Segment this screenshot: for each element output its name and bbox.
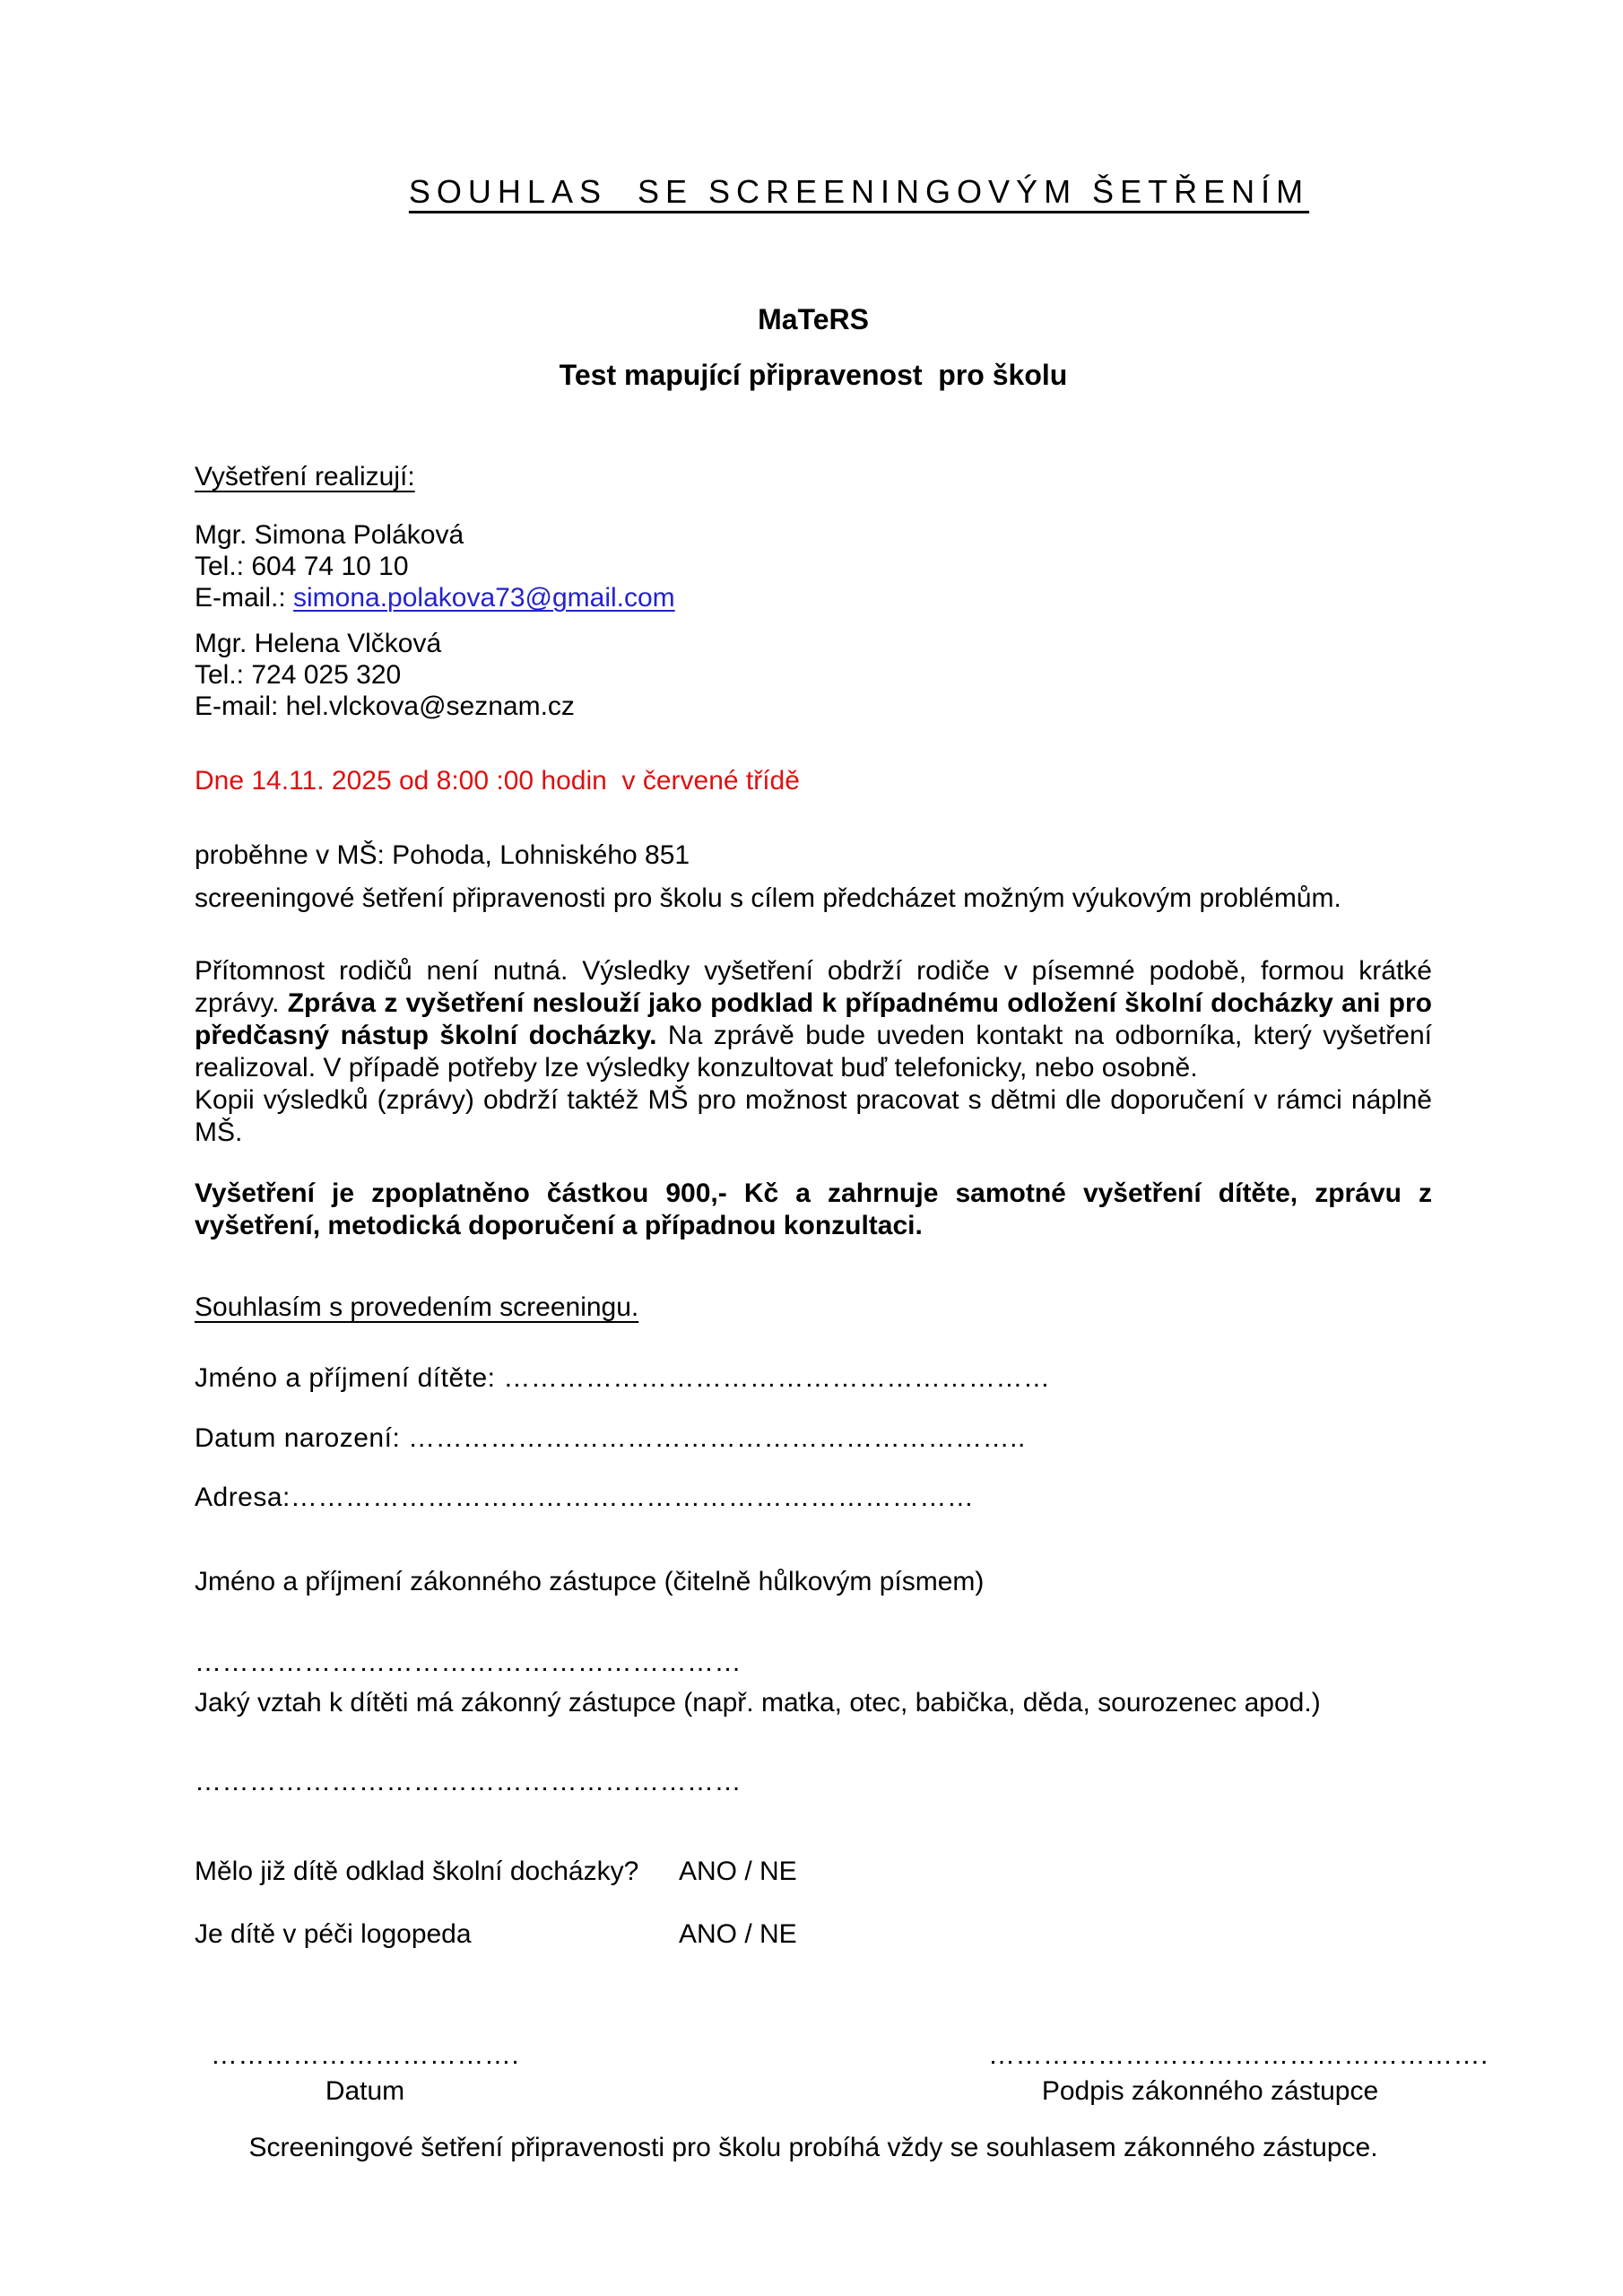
examiner-email-line: E-mail: hel.vlckova@seznam.cz	[195, 691, 575, 721]
subtitle-test-name: Test mapující připravenost pro školu	[559, 359, 1068, 391]
session-purpose: screeningové šetření připravenosti pro školu s cílem předcházet možným výukovým problémům.	[195, 883, 1341, 913]
question-speech-therapist	[195, 1918, 1432, 1950]
field-address	[195, 1482, 1432, 1513]
examiner-name: Mgr. Helena Vlčková	[195, 629, 442, 658]
guardian-relation-heading: Jaký vztah k dítěti má zákonný zástupce (např. matka, otec, babička, děda, sourozenec apod.)	[195, 1688, 1321, 1718]
question-speech-therapist-answer: ANO / NE	[679, 1919, 797, 1949]
examiner-email-line	[195, 582, 1432, 613]
address-label: Adresa:	[195, 1483, 291, 1512]
info-copy-to-school-line: Kopii výsledků (zprávy) obdrží taktéž MŠ pro možnost pracovat s dětmi dle doporučení v rámci náplně MŠ.	[195, 1085, 1432, 1147]
examiner-block-simona	[195, 519, 1432, 613]
child-name-fill-line: ……………………………………………………	[503, 1363, 1051, 1393]
info-paragraph-bold-segment: Zpráva z vyšetření neslouží jako podklad k případnému odložení školní docházky ani pro předčasný nástup školní docházky.	[195, 988, 1432, 1050]
examiners-heading	[195, 461, 1432, 492]
child-name-label: Jméno a příjmení dítěte:	[195, 1363, 504, 1393]
question-school-deferral	[195, 1856, 1432, 1887]
signature-guardian-fill-line: ……………………………………………….	[988, 2040, 1488, 2070]
examiner-block-helena	[195, 628, 1432, 722]
signature-row	[195, 2039, 1488, 2107]
guardian-name-heading: Jméno a příjmení zákonného zástupce (čitelně hůlkovým písmem)	[195, 1567, 985, 1596]
session-location: proběhne v MŠ: Pohoda, Lohniského 851	[195, 840, 690, 870]
guardian-relation-fill-line: ……………………………………………………	[195, 1767, 742, 1796]
field-birth-date	[195, 1422, 1432, 1454]
page-title-text: SOUHLAS SE SCREENINGOVÝM ŠETŘENÍM	[408, 173, 1310, 210]
email-link[interactable]: simona.polakova73@gmail.com	[293, 583, 675, 613]
subtitle-maters: MaTeRS	[758, 303, 869, 335]
examiner-name: Mgr. Simona Poláková	[195, 520, 464, 550]
info-paragraph-part1: Přítomnost rodičů není nutná. Výsledky vyšetření obdrží rodiče v písemné podobě, formou krátké zprávy.	[195, 956, 1432, 1018]
email-label: E-mail.:	[195, 583, 294, 613]
signature-date-label: Datum	[325, 2076, 405, 2106]
fee-paragraph: Vyšetření je zpoplatněno částkou 900,- Kč a zahrnuje samotné vyšetření dítěte, zprávu z vyšetření, metodická doporučení a případnou konzultaci.	[195, 1178, 1432, 1240]
footer-note: Screeningové šetření připravenosti pro školu probíhá vždy se souhlasem zákonného zástupce.	[248, 2133, 1378, 2162]
question-school-deferral-answer: ANO / NE	[679, 1857, 797, 1886]
guardian-name-fill-line: ……………………………………………………	[195, 1648, 742, 1677]
examiners-heading-text: Vyšetření realizují:	[195, 462, 415, 491]
examiner-phone: Tel.: 604 74 10 10	[195, 552, 409, 581]
question-school-deferral-label: Mělo již dítě odklad školní docházky?	[195, 1857, 639, 1886]
info-paragraph-part2: Na zprávě bude uveden kontakt na odborníka, který vyšetření realizoval. V případě potřeby lze výsledky konzultovat buď telefonicky, nebo osobně.	[195, 1021, 1432, 1083]
info-paragraph	[195, 955, 1432, 1084]
signature-date-fill-line: …………………………….	[210, 2040, 520, 2070]
session-date-highlight: Dne 14.11. 2025 od 8:00 :00 hodin v červené třídě	[195, 766, 800, 796]
page-title	[195, 133, 1432, 251]
consent-heading-text: Souhlasím s provedením screeningu.	[195, 1292, 639, 1322]
signature-guardian-block	[988, 2039, 1488, 2107]
consent-heading	[195, 1292, 1432, 1323]
birth-date-label: Datum narození:	[195, 1423, 409, 1453]
field-child-name	[195, 1362, 1432, 1394]
signature-date-block	[195, 2039, 535, 2107]
signature-guardian-label: Podpis zákonného zástupce	[1041, 2076, 1379, 2106]
document-content	[195, 0, 1488, 2163]
question-speech-therapist-label: Je dítě v péči logopeda	[195, 1919, 472, 1949]
birth-date-fill-line: …………………………………………………………..	[408, 1423, 1026, 1453]
examiner-phone: Tel.: 724 025 320	[195, 660, 402, 690]
address-fill-line: …………………………………………………………………	[290, 1483, 975, 1512]
